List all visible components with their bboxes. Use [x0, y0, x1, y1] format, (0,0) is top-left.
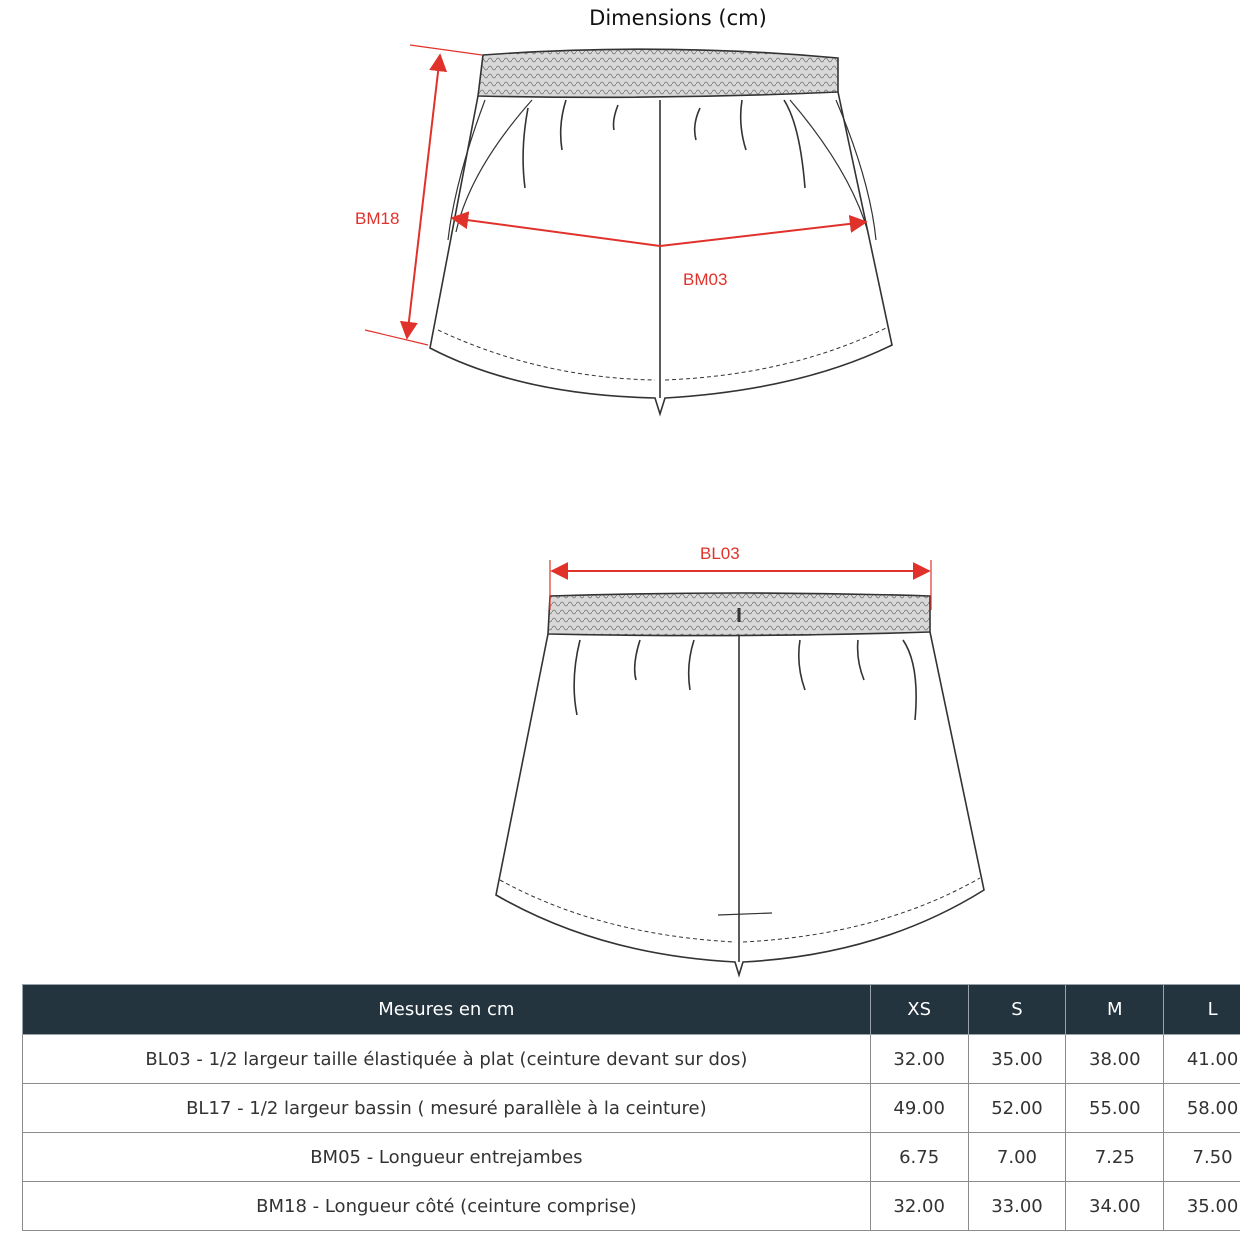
header-size-s: S — [968, 985, 1066, 1035]
row-label: BM05 - Longueur entrejambes — [23, 1133, 871, 1182]
row-label: BL17 - 1/2 largeur bassin ( mesuré parallèle à la ceinture) — [23, 1084, 871, 1133]
bl03-label: BL03 — [700, 544, 740, 563]
cell-value: 55.00 — [1066, 1084, 1164, 1133]
cell-value: 7.00 — [968, 1133, 1066, 1182]
table-header-row — [23, 985, 1240, 1035]
row-label: BM18 - Longueur côté (ceinture comprise) — [23, 1182, 871, 1231]
cell-value: 32.00 — [870, 1035, 968, 1084]
size-table — [22, 984, 1240, 1231]
header-size-l: L — [1164, 985, 1240, 1035]
cell-value: 52.00 — [968, 1084, 1066, 1133]
cell-value: 7.50 — [1164, 1133, 1240, 1182]
cell-value: 35.00 — [1164, 1182, 1240, 1231]
cell-value: 32.00 — [870, 1182, 968, 1231]
table-row — [23, 1182, 1240, 1231]
back-shorts-drawing — [496, 593, 984, 975]
table-row — [23, 1133, 1240, 1182]
row-label: BL03 - 1/2 largeur taille élastiquée à plat (ceinture devant sur dos) — [23, 1035, 871, 1084]
bm18-label: BM18 — [355, 209, 400, 228]
header-size-m: M — [1066, 985, 1164, 1035]
cell-value: 7.25 — [1066, 1133, 1164, 1182]
header-measure: Mesures en cm — [23, 985, 871, 1035]
cell-value: 35.00 — [968, 1035, 1066, 1084]
table-row — [23, 1084, 1240, 1133]
cell-value: 34.00 — [1066, 1182, 1164, 1231]
cell-value: 33.00 — [968, 1182, 1066, 1231]
cell-value: 49.00 — [870, 1084, 968, 1133]
cell-value: 41.00 — [1164, 1035, 1240, 1084]
front-shorts-drawing — [430, 49, 892, 414]
cell-value: 58.00 — [1164, 1084, 1240, 1133]
cell-value: 6.75 — [870, 1133, 968, 1182]
table-row — [23, 1035, 1240, 1084]
header-size-xs: XS — [870, 985, 968, 1035]
bm03-label: BM03 — [683, 270, 728, 289]
page-title: Dimensions (cm) — [589, 6, 767, 30]
cell-value: 38.00 — [1066, 1035, 1164, 1084]
